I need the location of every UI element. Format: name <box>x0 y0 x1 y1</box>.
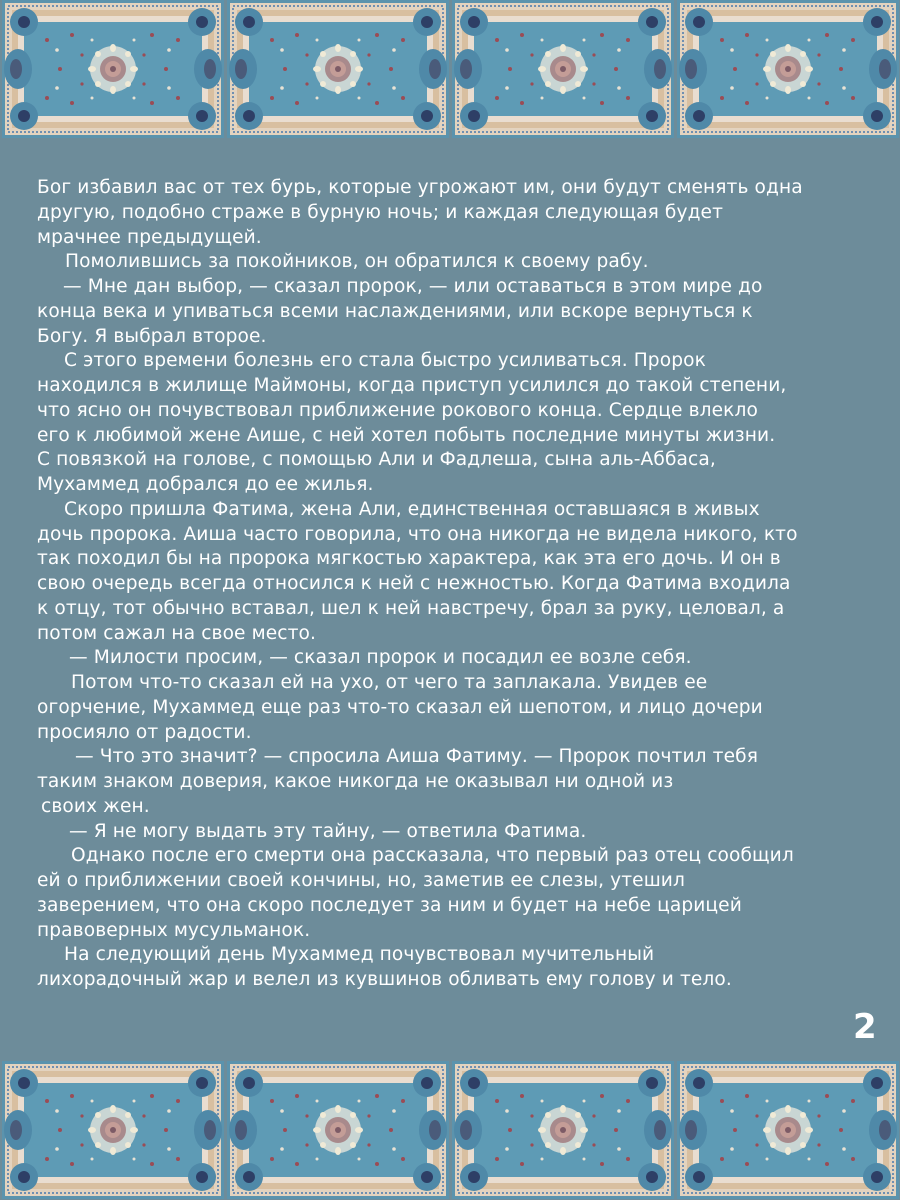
text-line: находился в жилище Маймоны, когда приступ усилился до такой степени, <box>37 375 787 396</box>
text-line: — Милости просим, — сказал пророк и посадил ее возле себя. <box>69 647 692 669</box>
text-line: таким знаком доверия, какое никогда не оказывал ни одной из <box>37 771 674 792</box>
text-line: к отцу, тот обычно вставал, шел к ней навстречу, брал за руку, целовал, а <box>37 597 785 619</box>
carpet-tile-icon <box>452 1061 674 1199</box>
text-line: Скоро пришла Фатима, жена Али, единственная оставшаяся в живых <box>64 498 760 520</box>
text-line: его к любимой жене Аише, с ней хотел побыть последние минуты жизни. <box>37 424 776 446</box>
text-line: потом сажал на свое место. <box>37 622 317 644</box>
carpet-tile-icon <box>452 0 674 138</box>
carpet-tile-icon <box>677 1061 899 1199</box>
text-line: Однако после его смерти она рассказала, что первый раз отец сообщил <box>71 845 794 867</box>
text-line: Богу. Я выбрал второе. <box>37 325 267 347</box>
page-number: 2 <box>853 1007 877 1047</box>
text-line: заверением, что она скоро последует за ним и будет на небе царицей <box>37 894 742 916</box>
text-line: Потом что-то сказал ей на ухо, от чего та заплакала. Увидев ее <box>71 672 708 693</box>
text-line: свою очередь всегда относился к ней с нежностью. Когда Фатима входила <box>37 573 791 594</box>
carpet-tile-icon <box>2 0 224 138</box>
text-line: другую, подобно страже в бурную ночь; и каждая следующая будет <box>37 201 724 223</box>
carpet-tile-icon <box>2 1061 224 1199</box>
text-line: правоверных мусульманок. <box>37 919 311 941</box>
text-line: С этого времени болезнь его стала быстро усиливаться. Пророк <box>64 350 706 372</box>
text-line: лихорадочный жар и велел из кувшинов обливать ему голову и тело. <box>37 969 732 990</box>
text-line: Мухаммед добрался до ее жилья. <box>37 474 374 495</box>
text-line: своих жен. <box>41 795 150 817</box>
text-line: конца века и упиваться всеми наслаждениями, или вскоре вернуться к <box>37 300 753 322</box>
carpet-tile-icon <box>677 0 899 138</box>
text-line: что ясно он почувствовал приближение рокового конца. Сердце влекло <box>37 399 758 421</box>
text-line: огорчение, Мухаммед еще раз что-то сказал ей шепотом, и лицо дочери <box>37 696 763 718</box>
text-line: С повязкой на голове, с помощью Али и Фадлеша, сына аль-Аббаса, <box>37 449 716 471</box>
carpet-tile-icon <box>227 0 449 138</box>
text-line: мрачнее предыдущей. <box>37 226 262 248</box>
text-line: дочь пророка. Аиша часто говорила, что она никогда не видела никого, кто <box>37 523 798 545</box>
top-carpet-strip <box>0 0 900 138</box>
text-line: ей о приближении своей кончины, но, заметив ее слезы, утешил <box>37 870 685 891</box>
text-line: — Я не могу выдать эту тайну, — ответила Фатима. <box>69 820 587 842</box>
bottom-carpet-strip <box>0 1061 900 1199</box>
text-line: просияло от радости. <box>37 721 252 743</box>
text-line: — Мне дан выбор, — сказал пророк, — или оставаться в этом мире до <box>63 276 763 297</box>
text-line: На следующий день Мухаммед почувствовал мучительный <box>64 944 655 966</box>
text-line: — Что это значит? — спросила Аиша Фатиму. — Пророк почтил тебя <box>75 746 758 768</box>
carpet-tile-icon <box>227 1061 449 1199</box>
body-text <box>37 176 887 993</box>
text-line: Помолившись за покойников, он обратился к своему рабу. <box>65 251 649 273</box>
text-line: так походил бы на пророка мягкостью характера, как эта его дочь. И он в <box>37 548 781 570</box>
text-line: Бог избавил вас от тех бурь, которые угрожают им, они будут сменять одна <box>37 177 803 198</box>
